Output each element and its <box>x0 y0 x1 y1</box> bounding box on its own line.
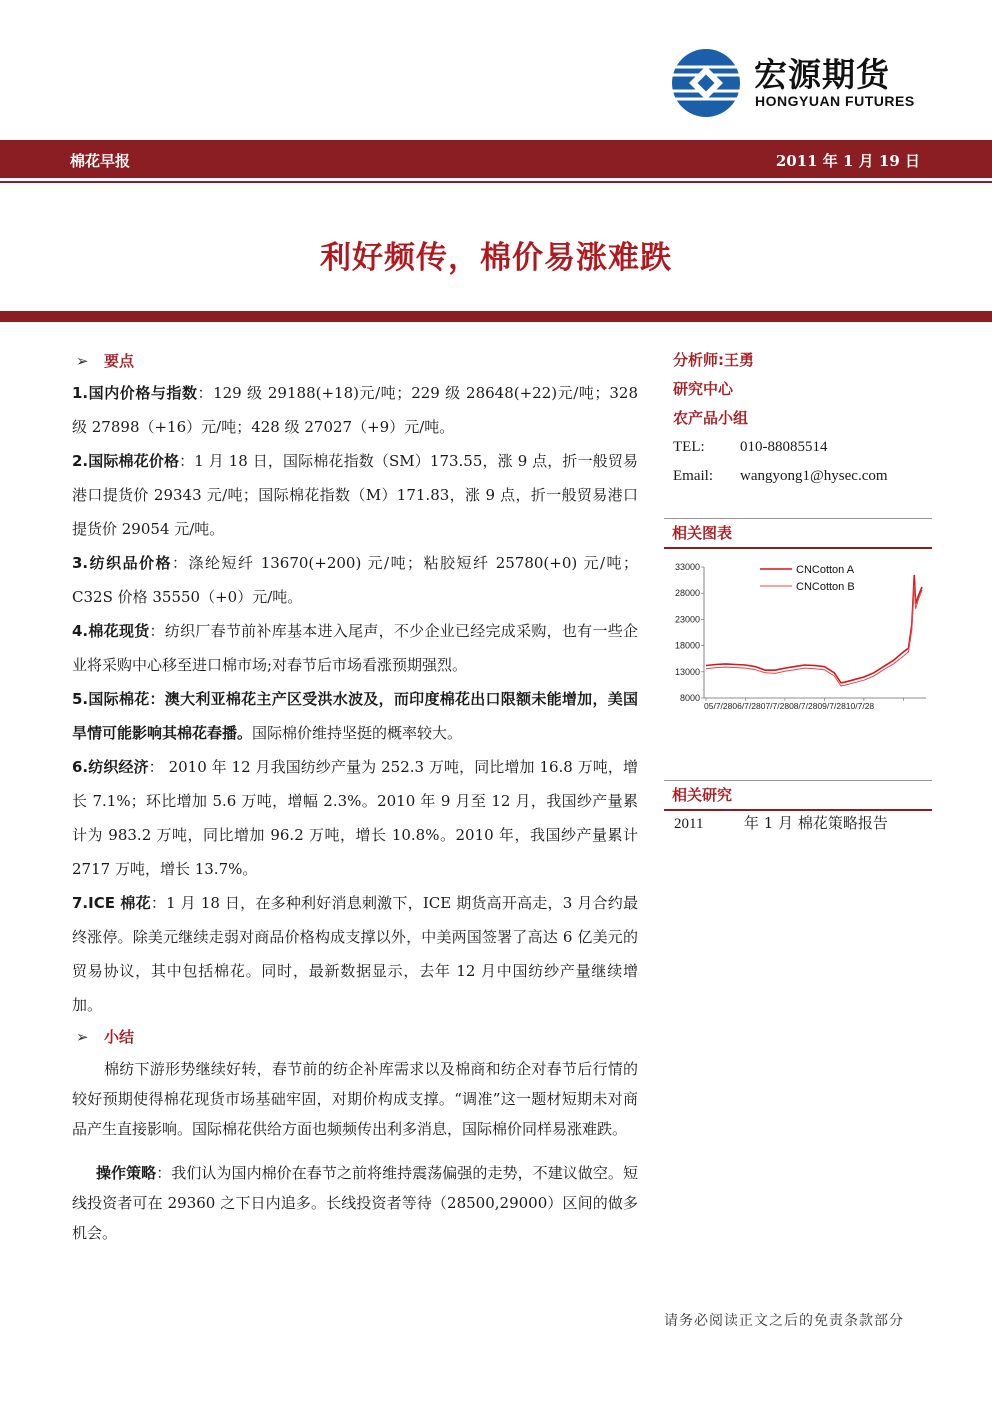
legend-label: CNCotton A <box>796 564 855 576</box>
summary-heading <box>72 1022 638 1052</box>
item-intl-price <box>72 444 638 546</box>
y-tick-label: 28000 <box>674 588 700 599</box>
summary-text: 棉纺下游形势继续好转，春节前的纺企补库需求以及棉商和纺企对春节后行情的较好预期使得棉花现货市场基础牢固，对期价构成支撑。“调准”这一题材短期未对商品产生直接影响。国际棉花供给方面也频频传出利多消息，国际棉价同样易涨难跌。 <box>72 1060 638 1138</box>
title-divider-band <box>0 311 992 322</box>
item-domestic-price <box>72 376 638 444</box>
related-research-item[interactable] <box>674 812 888 833</box>
research-section-header <box>664 780 932 811</box>
company-logo <box>670 45 930 115</box>
strategy-text: ：我们认为国内棉价在春节之前将维持震荡偏强的走势，不建议做空。短线投资者可在 29360 之下日内追多。长线投资者等待（28500,29000）区间的做多机会。 <box>72 1164 638 1242</box>
y-tick-label: 8000 <box>679 693 700 703</box>
cotton-price-chart <box>664 555 932 727</box>
brand-name-cn: 宏源期货 <box>754 55 890 94</box>
item-label: 1.国内价格与指数 <box>72 384 198 402</box>
research-center: 研究中心 <box>673 380 734 398</box>
report-category: 棉花早报 <box>70 152 131 170</box>
item-label: 4.棉花现货 <box>72 622 150 640</box>
disclaimer-note: 请务必阅读正文之后的免责条款部分 <box>664 1313 904 1329</box>
email-label: Email: <box>673 468 713 484</box>
item-text: ：1 月 18 日，国际棉花指数（SM）173.55，涨 9 点，折一般贸易港口提货价 29343 元/吨；国际棉花指数（M）171.83，涨 9 点，折一般贸易港口提货价 29054 元/吨。 <box>72 452 638 538</box>
strategy-label: 操作策略 <box>96 1164 157 1182</box>
arrow-bullet-icon: ➢ <box>76 352 89 370</box>
legend-label: CNCotton B <box>796 581 855 593</box>
email-row <box>673 462 933 491</box>
item-label: 3.纺织品价格 <box>72 554 173 572</box>
key-points-heading <box>72 346 638 376</box>
analyst-info <box>673 346 933 491</box>
email-value[interactable]: wangyong1@hysec.com <box>740 468 888 484</box>
research-year: 2011 <box>674 816 704 832</box>
chart-svg <box>664 555 932 727</box>
y-tick-label: 33000 <box>674 562 700 572</box>
research-group: 农产品小组 <box>673 409 749 427</box>
y-tick-label: 13000 <box>674 666 700 677</box>
report-title: 利好频传，棉价易涨难跌 <box>320 240 672 276</box>
item-ice-cotton <box>72 886 638 1022</box>
x-tick-labels: 05/7/2806/7/2807/7/2808/7/2809/7/2810/7/28 <box>704 701 875 711</box>
divider <box>0 181 992 183</box>
item-intl-cotton <box>72 682 638 750</box>
series-line-b <box>706 585 922 686</box>
item-spot-cotton <box>72 614 638 682</box>
item-strong-text: ：澳大利亚棉花主产区受洪水波及，而印度棉花出口限额未能增加，美国旱情可能影响其棉花春播。 <box>72 690 638 742</box>
item-text: ：129 级 29188(+18)元/吨；229 级 28648(+22)元/吨；328 级 27898（+16）元/吨；428 级 27027（+9）元/吨。 <box>72 384 638 436</box>
summary-heading-text: 小结 <box>104 1028 135 1046</box>
item-text: ：纺织厂春节前补库基本进入尾声，不少企业已经完成采购，也有一些企业将采购中心移至进口棉市场;对春节后市场看涨预期强烈。 <box>72 622 638 674</box>
item-label: 2.国际棉花价格 <box>72 452 180 470</box>
item-textile-price <box>72 546 638 614</box>
chart-section-header <box>664 518 932 549</box>
item-text: ： 2010 年 12 月我国纺纱产量为 252.3 万吨，同比增加 16.8 万吨，增长 7.1%；环比增加 5.6 万吨，增幅 2.3%。2010 年 9 月至 12 月，我国纱产量累计为 983.2 万吨，同比增加 96.2 万吨，增长 10.8%。2010 年，我国纱产量累计 2717 万吨，增长 13.7%。 <box>72 758 638 878</box>
y-tick-label: 18000 <box>674 640 700 651</box>
analyst-name: 分析师:王勇 <box>673 351 754 369</box>
item-label: 5.国际棉花 <box>72 690 150 708</box>
item-label: 6.纺织经济 <box>72 758 149 776</box>
item-text: ：1 月 18 日，在多种利好消息刺激下，ICE 期货高开高走，3 月合约最终涨停。除美元继续走弱对商品价格构成支撑以外，中美两国签署了高达 6 亿美元的贸易协议，其中包括棉花。同时，最新数据显示，去年 12 月中国纺纱产量继续增加。 <box>72 894 638 1014</box>
tel-value: 010-88085514 <box>740 439 828 455</box>
main-content <box>72 346 638 1248</box>
strategy-paragraph <box>72 1158 638 1248</box>
key-points-heading-text: 要点 <box>104 352 135 370</box>
hongyuan-logo-icon <box>670 47 742 119</box>
research-heading: 相关研究 <box>672 786 733 804</box>
report-date: 2011 年 1 月 19 日 <box>775 152 920 170</box>
header-band <box>0 140 992 178</box>
item-textile-economy <box>72 750 638 886</box>
tel-row <box>673 433 933 462</box>
arrow-bullet-icon: ➢ <box>76 1028 89 1046</box>
brand-name-en: HONGYUAN FUTURES <box>755 93 915 109</box>
research-title: 年 1 月 棉花策略报告 <box>744 814 888 832</box>
item-text: 国际棉价维持坚挺的概率较大。 <box>252 724 463 742</box>
item-label: 7.ICE 棉花 <box>72 894 151 912</box>
chart-heading: 相关图表 <box>672 524 733 542</box>
y-tick-label: 23000 <box>674 614 700 625</box>
item-text: ：涤纶短纤 13670(+200) 元/吨；粘胶短纤 25780(+0) 元/吨；C32S 价格 35550（+0）元/吨。 <box>72 554 638 606</box>
tel-label: TEL: <box>673 439 705 455</box>
